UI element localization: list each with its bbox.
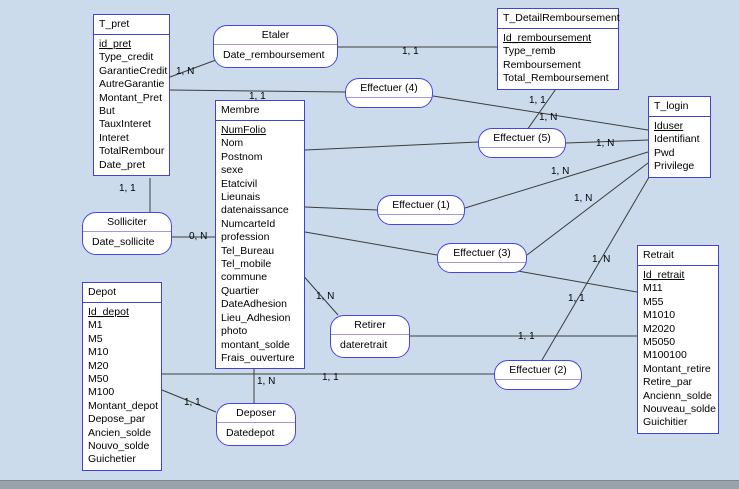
attribute: Lieu_Adhesion <box>221 311 291 324</box>
relationship-empty-section <box>378 215 464 224</box>
attribute-list <box>649 117 710 177</box>
relationship-attribute: Date_sollicite <box>92 236 155 248</box>
attribute: commune <box>221 271 268 284</box>
attribute: M1 <box>88 319 103 332</box>
entity-t-pret[interactable] <box>93 14 170 176</box>
attribute: M55 <box>643 295 664 308</box>
relationship-solliciter[interactable] <box>82 212 172 255</box>
attribute: AutreGarantie <box>99 78 165 91</box>
cardinality-label: 1, 1 <box>529 95 546 106</box>
entity-t-login[interactable] <box>648 96 711 178</box>
attribute: Pwd <box>654 146 675 159</box>
attribute: Guichitier <box>643 416 688 429</box>
cardinality-label: 1, N <box>316 291 335 302</box>
relationship-empty-section <box>495 380 581 389</box>
attribute-primary-key: Id_depot <box>88 306 129 318</box>
rel-title: Effectuer (1) <box>378 196 464 215</box>
attribute-list <box>216 121 304 368</box>
connector-membre-effectuer-3[interactable] <box>305 232 437 255</box>
rel-title: Etaler <box>214 26 337 45</box>
attribute: M20 <box>88 359 109 372</box>
relationship-effectuer-1[interactable] <box>377 195 465 225</box>
attribute: Frais_ouverture <box>221 351 295 364</box>
rel-title: Effectuer (4) <box>346 79 432 98</box>
attribute: Type_credit <box>99 51 154 64</box>
attribute: Montant_retire <box>643 362 711 375</box>
window-bottom-edge <box>0 480 739 489</box>
attribute: profession <box>221 231 270 244</box>
attribute-primary-key: Id_remboursement <box>503 32 592 44</box>
entity-title: T_DetailRemboursement <box>498 9 618 29</box>
connector-membre-effectuer-5[interactable] <box>305 142 478 150</box>
attribute: M11 <box>643 282 663 295</box>
attribute: Nom <box>221 137 244 150</box>
cardinality-label: 1, N <box>257 376 276 387</box>
entity-membre[interactable] <box>215 100 305 369</box>
relationship-etaler[interactable] <box>213 25 338 68</box>
attribute: GarantieCredit <box>99 64 168 77</box>
relationship-effectuer-5[interactable] <box>478 128 566 158</box>
attribute: Guichetier <box>88 453 136 466</box>
attribute-primary-key: Iduser <box>654 120 684 132</box>
attribute-list <box>498 29 618 89</box>
attribute: datenaissance <box>221 204 289 217</box>
attribute: M1010 <box>643 309 676 322</box>
rel-title: Retirer <box>331 316 409 335</box>
cardinality-label: 1, 1 <box>119 183 136 194</box>
relationship-effectuer-3[interactable] <box>437 243 527 273</box>
attribute: Quartier <box>221 284 259 297</box>
attribute: Privilege <box>654 160 695 173</box>
attribute: Retire_par <box>643 376 693 389</box>
cardinality-label: 1, N <box>574 193 593 204</box>
attribute: Nouvo_solde <box>88 440 150 453</box>
attribute: sexe <box>221 164 244 177</box>
entity-retrait[interactable] <box>637 245 719 434</box>
relationship-effectuer-4[interactable] <box>345 78 433 108</box>
rel-title: Solliciter <box>83 213 171 232</box>
attribute: Identifiant <box>654 133 700 146</box>
attribute-primary-key: Id_retrait <box>643 269 685 281</box>
attribute: Nouveau_solde <box>643 403 716 416</box>
attribute: Ancienn_solde <box>643 389 712 402</box>
attribute: Postnom <box>221 150 263 163</box>
attribute: Lieunais <box>221 191 261 204</box>
relationship-attribute: Date_remboursement <box>223 49 325 61</box>
attribute: TauxInteret <box>99 118 151 131</box>
attribute: Date_pret <box>99 158 146 171</box>
rel-title: Effectuer (2) <box>495 361 581 380</box>
attribute: M50 <box>88 373 109 386</box>
attribute: Type_remb <box>503 45 556 58</box>
connector-effectuer-1-t-login[interactable] <box>465 152 648 208</box>
attribute: M10 <box>88 346 109 359</box>
attribute: Montant_Pret <box>99 91 163 104</box>
attribute-list <box>638 266 718 433</box>
attribute: Montant_depot <box>88 399 159 412</box>
attribute: DateAdhesion <box>221 298 287 311</box>
attribute: M5 <box>88 332 103 345</box>
relationship-empty-section <box>479 148 565 157</box>
entity-title: T_pret <box>94 15 169 35</box>
connector-t-login-effectuer-2[interactable] <box>542 172 652 360</box>
entity-title: T_login <box>649 97 710 117</box>
entity-title: Depot <box>83 283 161 303</box>
attribute: Depose_par <box>88 413 146 426</box>
connector-effectuer-3-retrait[interactable] <box>512 270 637 292</box>
attribute: Etatcivil <box>221 177 258 190</box>
connector-t-detailremboursement-effectuer-5[interactable] <box>527 86 558 130</box>
cardinality-label: 1, 1 <box>184 397 201 408</box>
entity-title: Membre <box>216 101 304 121</box>
attribute: M2020 <box>643 322 676 335</box>
attribute: Remboursement <box>503 58 581 71</box>
relationship-empty-section <box>346 98 432 107</box>
cardinality-label: 1, N <box>539 112 558 123</box>
attribute: Total_Remboursement <box>503 72 609 85</box>
relationship-attribute: Datedepot <box>226 427 275 439</box>
attribute: montant_solde <box>221 338 290 351</box>
attribute-list <box>83 303 161 470</box>
entity-t-detailremboursement[interactable] <box>497 8 619 90</box>
entity-title: Retrait <box>638 246 718 266</box>
cardinality-label: 1, N <box>596 138 615 149</box>
attribute: Interet <box>99 131 129 144</box>
entity-depot[interactable] <box>82 282 162 471</box>
rel-title: Deposer <box>217 404 295 423</box>
attribute: Tel_mobile <box>221 258 272 271</box>
attribute: But <box>99 105 115 118</box>
cardinality-label: 1, N <box>551 166 570 177</box>
attribute: M100 <box>88 386 115 399</box>
cardinality-label: 1, 1 <box>568 293 585 304</box>
relationship-attribute: dateretrait <box>340 339 388 351</box>
cardinality-label: 1, 1 <box>518 331 535 342</box>
cardinality-label: 1, N <box>176 66 195 77</box>
relationship-retirer[interactable] <box>330 315 410 358</box>
attribute: M5050 <box>643 336 676 349</box>
attribute: NumcarteId <box>221 217 276 230</box>
relationship-effectuer-2[interactable] <box>494 360 582 390</box>
attribute: Ancien_solde <box>88 426 152 439</box>
cardinality-label: 1, N <box>592 254 611 265</box>
attribute: TotalRembour <box>99 145 165 158</box>
attribute-primary-key: id_pret <box>99 38 132 50</box>
attribute-list <box>94 35 169 175</box>
relationship-empty-section <box>438 263 526 272</box>
rel-title: Effectuer (5) <box>479 129 565 148</box>
relationship-deposer[interactable] <box>216 403 296 446</box>
attribute: M100100 <box>643 349 687 362</box>
cardinality-label: 0, N <box>189 231 208 242</box>
cardinality-label: 1, 1 <box>322 372 339 383</box>
rel-title: Effectuer (3) <box>438 244 526 263</box>
connector-membre-effectuer-1[interactable] <box>305 207 377 210</box>
cardinality-label: 1, 1 <box>402 46 419 57</box>
attribute: photo <box>221 325 248 338</box>
cardinality-label: 1, 1 <box>249 91 266 102</box>
attribute-primary-key: NumFolio <box>221 124 266 136</box>
attribute: Tel_Bureau <box>221 244 275 257</box>
